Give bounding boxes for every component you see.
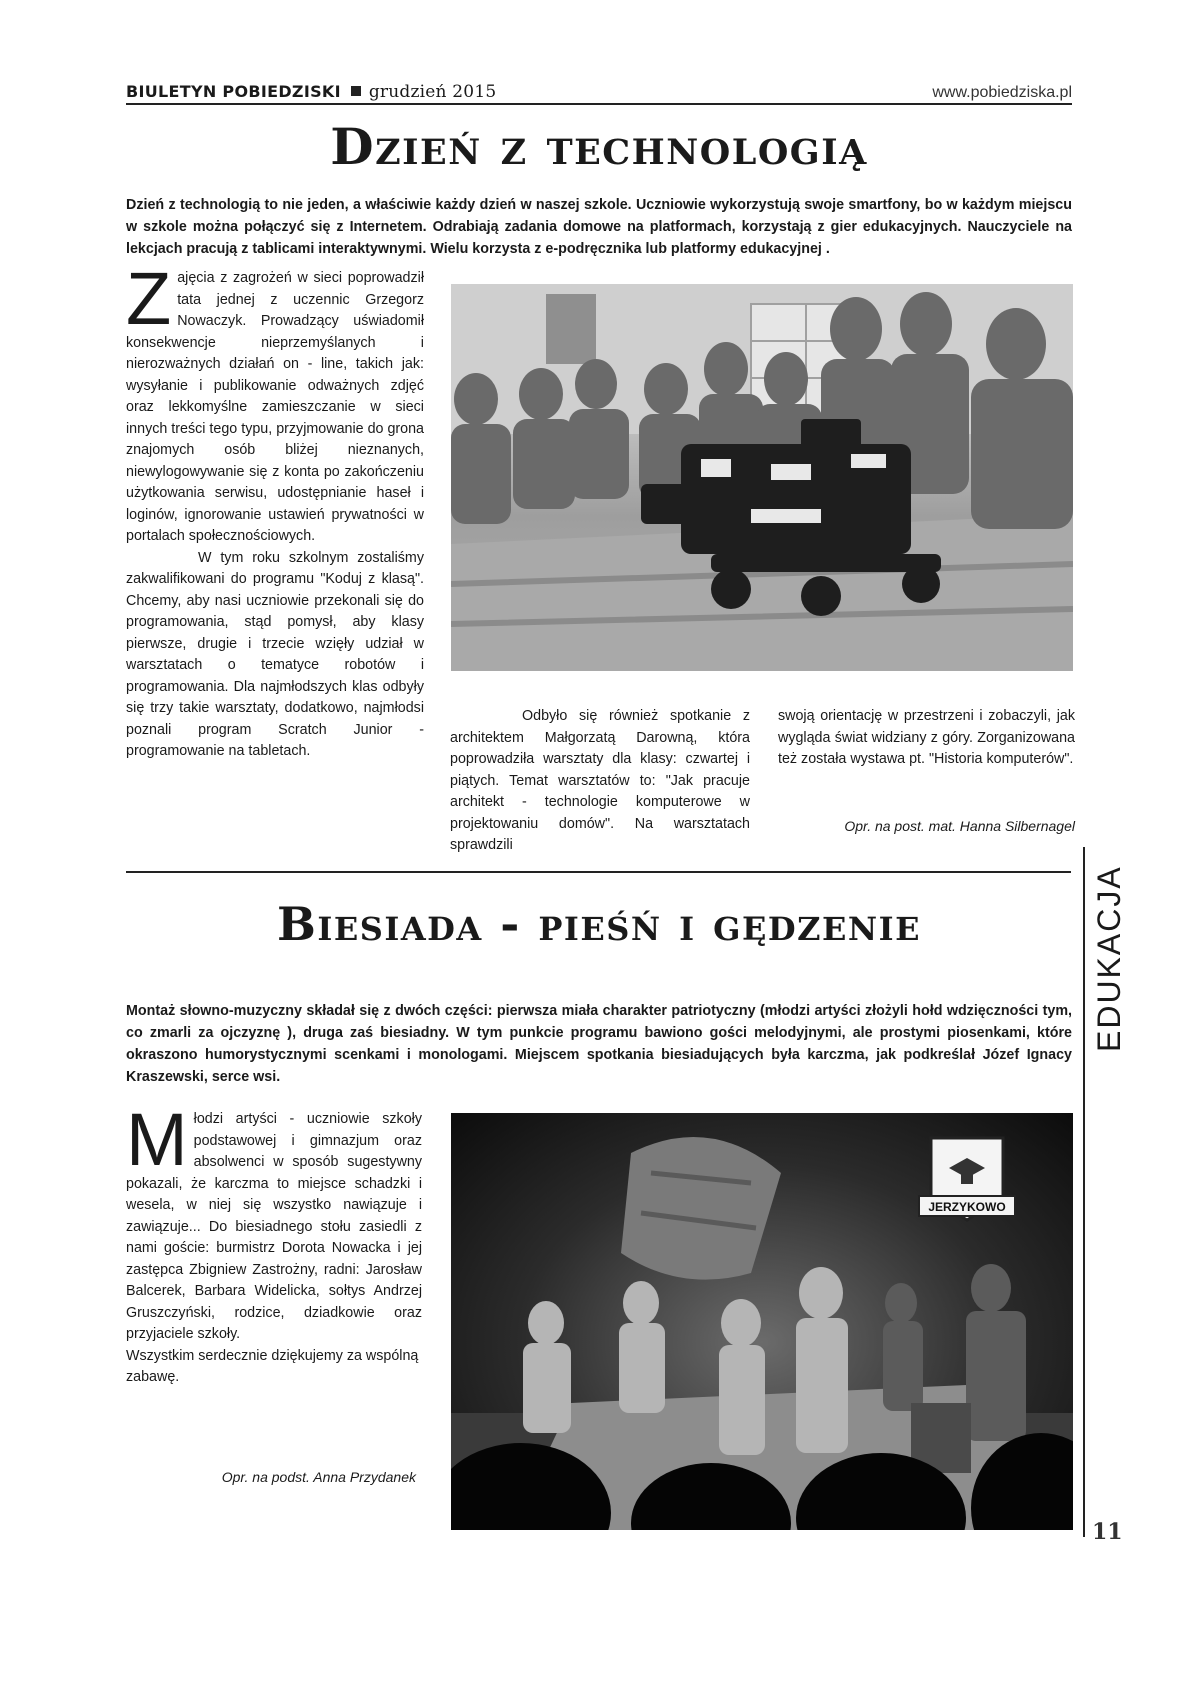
section-label: EDUKACJA [1091, 865, 1127, 1052]
header-divider [126, 103, 1072, 105]
article2-dropcap: M [126, 1098, 188, 1181]
article1-lead: Dzień z technologią to nie jeden, a właściwie każdy dzień w naszej szkole. Uczniowie wykorzystują swoje smartfony, bo w każdym miejscu w szkole można połączyć się z Internetem. Odrabiają zadania domowe na platformach, korzystają z gier edukacyjnych. Nauczyciele na lekcjach pracują z tablicami interaktywnymi. Wielu korzysta z e-podręcznika lub platformy edukacyjnej . [126, 197, 1072, 257]
article1-dropcap: Z [126, 257, 172, 340]
jerzykowo-badge-text: JERZYKOWO [928, 1200, 1006, 1214]
section-divider [126, 871, 1071, 873]
article1-para1-wrap [126, 257, 425, 548]
site-url[interactable]: www.pobiedziska.pl [932, 84, 1072, 101]
article2-title: Biesiada - pieśń i gędzenie [277, 897, 921, 951]
article2-column [126, 1098, 422, 1389]
issue-date: grudzień 2015 [368, 82, 497, 102]
header-left [126, 82, 496, 102]
article1-column-3 [778, 706, 1075, 771]
article1-author: Opr. na post. mat. Hanna Silbernagel [844, 818, 1075, 834]
page-number: 11 [1092, 1519, 1123, 1545]
publication-name: BIULETYN POBIEDZISKI [126, 82, 341, 101]
article1-title: Dzień z technologią [330, 117, 868, 176]
side-divider [1083, 847, 1085, 1537]
article1-para1: ajęcia z zagrożeń w sieci poprowadził tata jednej z uczennic Grzegorz Nowaczyk. Prowadzący uświadomił konsekwencje nieprzemyślanych i nierozważnych działań on - line, takich jak: wysyłanie i publikowanie odważnych zdjęć oraz lekkomyślne zamieszczanie w sieci innych treści tego typu, przyjmowanie do grona znajomych osób bliżej nieznanych, niewylogowywanie się z konta po zakończeniu użytkowania serwisu, udostępnianie haseł i loginów, ignorowanie ustawień prywatności w portalach społecznościowych. [126, 270, 425, 544]
robot-workshop-photo [451, 284, 1073, 671]
robot-workshop-illustration [451, 284, 1073, 671]
article1-column-1 [126, 257, 425, 763]
article1-para4: swoją orientację w przestrzeni i zobaczyli, jak wygląda świat widziany z góry. Zorganizowana też została wystawa pt. "Historia komputerów". [778, 708, 1075, 767]
article2-author: Opr. na podst. Anna Przydanek [221, 1469, 416, 1485]
stage-performance-illustration [451, 1113, 1073, 1530]
article2-lead: Montaż słowno-muzyczny składał się z dwóch części: pierwsza miała charakter patriotyczny (młodzi artyści złożyli hołd wdzięczności tym, co zmarli za ojczyznę ), druga zaś biesiadny. W tym punkcie programu bawiono gości melodyjnymi, ale prostymi piosenkami, które okraszono humorystycznymi scenkami i monologami. Miejscem spotkania biesiadujących była karczma, jak podkreślał Józef Ignacy Kraszewski, serce wsi. [126, 1003, 1072, 1085]
article2-para1-wrap [126, 1098, 422, 1346]
stage-performance-photo [451, 1113, 1073, 1530]
article1-para3: Odbyło się również spotkanie z architektem Małgorzatą Darowną, która poprowadziła warsztaty dla klasy: czwartej i piątych. Temat warsztatów to: "Jak pracuje architekt - technologie komputerowe w projektowaniu domów". Na warsztatach sprawdzili [450, 708, 750, 853]
square-bullet-icon [351, 86, 361, 96]
article2-para1: łodzi artyści - uczniowie szkoły podstawowej i gimnazjum oraz absolwenci w sposób sugestywny pokazali, że karczma to miejsce schadzki i wesela, w niej się wszystko nawiązuje i zawiązuje... Do biesiadnego stołu zasiedli z nami goście: burmistrz Dorota Nowacka i jej zastępca Zbigniew Zastrożny, radni: Jarosław Balcerek, Barbara Widelicka, sołtys Andrzej Gruszczyński, rodzice, dziadkowie oraz przyjaciele szkoły. [126, 1111, 422, 1342]
article1-column-2 [450, 706, 750, 857]
article1-para2: W tym roku szkolnym zostaliśmy zakwalifikowani do programu "Koduj z klasą". Chcemy, aby nasi uczniowie przekonali się do programowania, stąd pomysł, aby klasy pierwsze, drugie i trzecie wzięły udział w warsztatach o tematyce robotów i programowania. Dla najmłodszych klas odbyły się trzy takie warsztaty, dodatkowo, najmłodsi poznali program Scratch Junior - programowanie na tabletach. [126, 549, 424, 759]
article2-para2: Wszystkim serdecznie dziękujemy za wspólną zabawę. [126, 1347, 419, 1385]
